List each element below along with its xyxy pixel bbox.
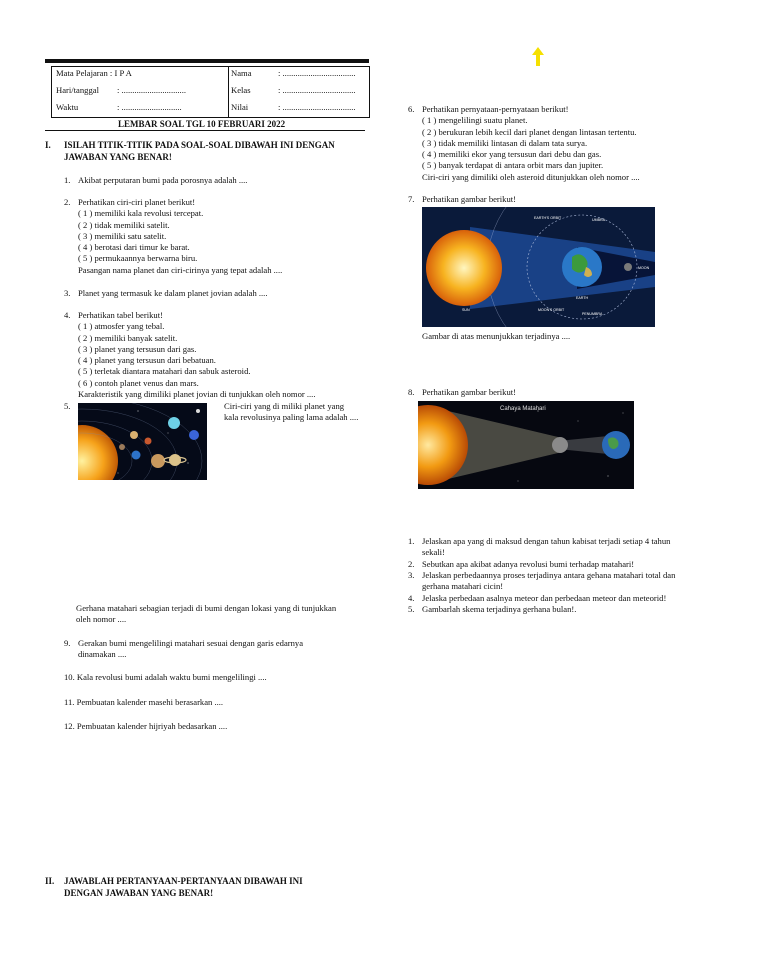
section1-heading: ISILAH TITIK-TITIK PADA SOAL-SOAL DIBAWAH INI DENGAN JAWABAN YANG BENAR! [64, 140, 335, 162]
class-value: : .................................. [278, 85, 356, 95]
section2-numeral: II. [45, 876, 55, 886]
date-value: : .............................. [117, 85, 186, 95]
q5-number: 5. [64, 401, 71, 411]
q9-number: 9. [64, 638, 71, 648]
solar-eclipse-image [418, 401, 634, 489]
essay-3-number: 3. [408, 570, 415, 580]
lunar-eclipse-diagram [422, 207, 655, 327]
q12-text: 12. Pembuatan kalender hijriyah bedasarkan .... [64, 721, 228, 731]
essay-5-text: Gambarlah skema terjadinya gerhana bulan!. [422, 604, 577, 614]
q4-text: Perhatikan tabel berikut! ( 1 ) atmosfer yang tebal. ( 2 ) memiliki banyak satelit. ( 3 ) planet yang tersusun dari gas. ( 4 ) planet yang tersusun dari bebatuan. ( 5 ) terletak diantara matahari dan sabuk asteroid. ( 6 ) contoh planet venus dan mars. Karakteristik yang dimiliki planet jovian di tunjukkan oleh nomor .... [78, 310, 316, 400]
section1-numeral: I. [45, 140, 51, 150]
q10-text: 10. Kala revolusi bumi adalah waktu bumi mengelilingi .... [64, 672, 267, 682]
q2-number: 2. [64, 197, 71, 207]
sheet-title: LEMBAR SOAL TGL 10 FEBRUARI 2022 [118, 119, 286, 129]
header-table [51, 66, 370, 118]
label-penumbra: PENUMBRA [582, 312, 603, 316]
essay-3-text: Jelaskan perbedaannya proses terjadinya antara gehana matahari total dan gerhana matahari cicin! [422, 570, 676, 592]
q4-number: 4. [64, 310, 71, 320]
solar-system-image [78, 403, 207, 480]
essay-1-number: 1. [408, 536, 415, 546]
q8-number: 8. [408, 387, 415, 397]
q7-text: Perhatikan gambar berikut! [422, 194, 517, 204]
q9-text: Gerakan bumi mengelilingi matahari sesuai dengan garis edarnya dinamakan .... [78, 638, 304, 660]
essay-1-text: Jelaskan apa yang di maksud dengan tahun kabisat terjadi setiap 4 tahun sekali! [422, 536, 671, 558]
class-label: Kelas [231, 85, 251, 95]
time-label: Waktu [56, 102, 79, 112]
section2-heading: JAWABLAH PERTANYAAN-PERTANYAAN DIBAWAH INI DENGAN JAWABAN YANG BENAR! [64, 876, 303, 898]
essay-4-text: Jelaska perbedaan asalnya meteor dan perbedaan meteor dan meteorid! [422, 593, 667, 603]
essay-2-text: Sebutkan apa akibat adanya revolusi bumi terhadap matahari! [422, 559, 635, 569]
q3-text: Planet yang termasuk ke dalam planet jovian adalah .... [78, 288, 268, 298]
q6-number: 6. [408, 104, 415, 114]
q3-number: 3. [64, 288, 71, 298]
q8-text: Perhatikan gambar berikut! [422, 387, 517, 397]
q1-text: Akibat perputaran bumi pada porosnya adalah .... [78, 175, 248, 185]
essay-5-number: 5. [408, 604, 415, 614]
q8-question-text: Gerhana matahari sebagian terjadi di bumi dengan lokasi yang di tunjukkan oleh nomor .... [76, 603, 337, 625]
name-value: : .................................. [278, 68, 356, 78]
essay-2-number: 2. [408, 559, 415, 569]
q5-text: Ciri-ciri yang di miliki planet yang kala revolusinya paling lama adalah .... [224, 401, 359, 423]
subject-label: Mata Pelajaran : I P A [56, 68, 132, 78]
label-cahaya-matahari: Cahaya Matahari [500, 406, 546, 412]
score-value: : .................................. [278, 102, 356, 112]
label-sun: SUN [462, 308, 470, 312]
label-earth: EARTH [576, 296, 589, 300]
time-value: : ............................ [117, 102, 182, 112]
q6-text: Perhatikan pernyataan-pernyataan berikut! ( 1 ) mengelilingi suatu planet. ( 2 ) berukuran lebih kecil dari planet dengan lintasan tertentu. ( 3 ) tidak memiliki lintasan di dalam tata surya. ( 4 ) memiliki ekor yang tersusun dari debu dan gas. ( 5 ) banyak terdapat di antara orbit mars dan jupiter. Ciri-ciri yang dimiliki oleh asteroid ditunjukkan oleh nomor .... [422, 104, 640, 182]
title-underline [45, 130, 365, 131]
q7-number: 7. [408, 194, 415, 204]
up-arrow-icon [532, 47, 544, 67]
header-top-rule [45, 59, 369, 63]
q11-text: 11. Pembuatan kalender masehi berasarkan .... [64, 697, 224, 707]
label-moon: MOON [638, 266, 650, 270]
q1-number: 1. [64, 175, 71, 185]
label-moons-orbit: MOON'S ORBIT [538, 308, 565, 312]
q7-caption: Gambar di atas menunjukkan terjadinya .... [422, 331, 571, 341]
date-label: Hari/tanggal [56, 85, 99, 95]
label-earths-orbit: EARTH'S ORBIT [534, 216, 562, 220]
score-label: Nilai [231, 102, 249, 112]
q2-text: Perhatikan ciri-ciri planet berikut! ( 1 ) memiliki kala revolusi tercepat. ( 2 ) tidak memiliki satelit. ( 3 ) memiliki satu satelit. ( 4 ) berotasi dari timur ke barat. ( 5 ) permukaannya berwarna biru. Pasangan nama planet dan ciri-cirinya yang tepat adalah .... [78, 197, 283, 275]
label-umbra: UMBRA [592, 218, 605, 222]
essay-4-number: 4. [408, 593, 415, 603]
name-label: Nama [231, 68, 252, 78]
